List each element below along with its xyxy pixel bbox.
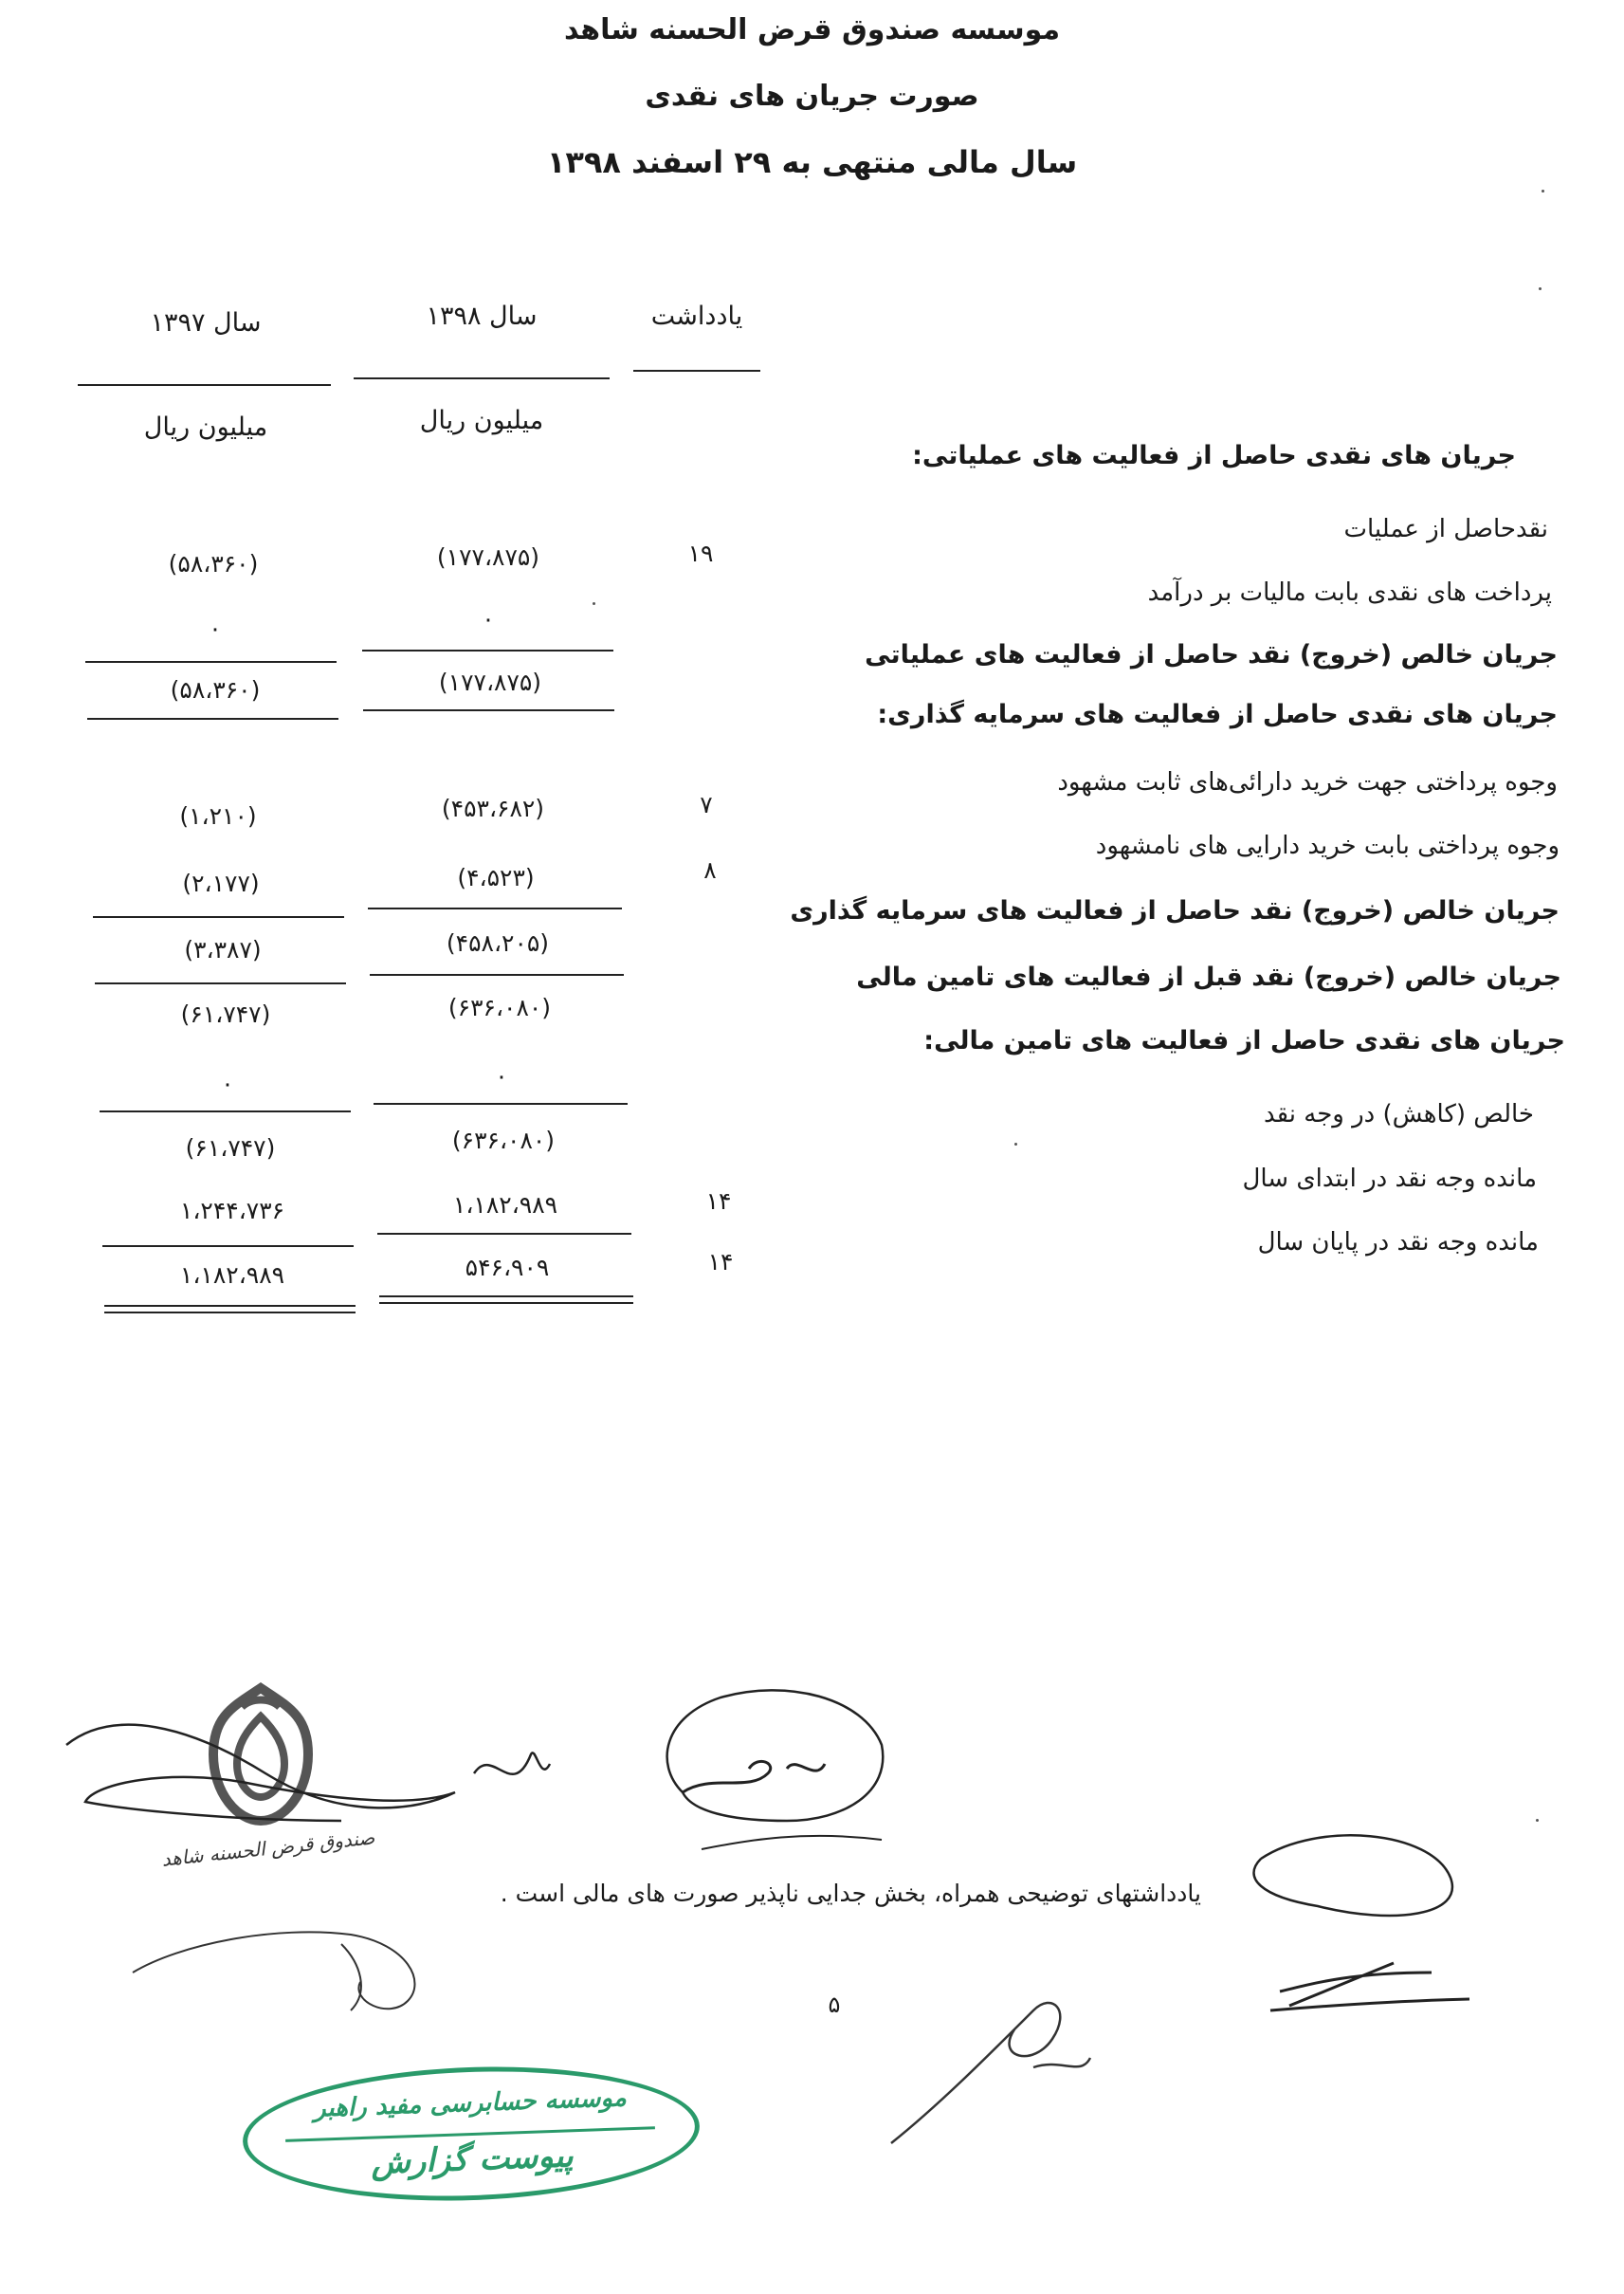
stamp-report-attachment: پیوست گزارش [370,2137,575,2182]
row-value-1398: (۶۳۶،۰۸۰) [451,1127,556,1154]
row-label: خالص (کاهش) در وجه نقد [1263,1100,1534,1129]
org-title: موسسه صندوق قرض الحسنه شاهد [563,13,1061,46]
year-1397-header: سال ۱۳۹۷ [150,308,262,338]
row-value-1398: (۴،۵۲۳) [457,864,535,891]
row-value-1397: ۱،۱۸۲،۹۸۹ [179,1261,285,1289]
signature-scribble-2 [616,1679,920,1868]
row-note: ۱۴ [705,1187,732,1215]
scan-speck [593,602,595,605]
row-label: وجوه پرداختی بابت خرید دارایی های نامشهود [1095,832,1560,860]
total-rule [87,718,338,720]
grand-total-double-rule [379,1302,633,1304]
subtotal-rule [370,974,624,976]
note-column-header: یادداشت [650,302,743,331]
grand-total-double-rule [379,1295,633,1297]
row-value-1397: (۶۱،۷۴۷) [185,1134,276,1162]
row-label: پرداخت های نقدی بابت مالیات بر درآمد [1147,578,1552,607]
note-header-rule [633,370,760,372]
subtotal-rule [102,1245,354,1247]
y1398-header-rule [354,377,610,379]
scan-speck [1539,287,1542,290]
subtotal-rule [85,661,337,663]
row-value-1397: (۳،۳۸۷) [184,936,262,963]
row-value-1398: (۱۷۷،۸۷۵) [438,669,542,696]
scan-speck [1542,190,1544,193]
scan-speck [1536,1819,1539,1822]
total-rule [363,709,614,711]
signature-scribble-1 [57,1688,588,1840]
stamp-auditor-name: موسسه حسابرسی مفید راهبر [313,2083,628,2123]
row-value-1397: (۲،۱۷۷) [182,870,260,897]
unit-1397: میلیون ریال [143,413,268,442]
row-value-1397: (۱،۲۱۰) [179,802,257,830]
row-label: وجوه پرداختی جهت خرید دارائی‌های ثابت مشهود [1057,768,1558,797]
grand-total-double-rule [104,1305,356,1307]
y1397-header-rule [78,384,331,386]
notes-disclaimer: یادداشتهای توضیحی همراه، بخش جدایی ناپذیر صورت های مالی است . [500,1880,1201,1907]
row-label: جریان خالص (خروج) نقد حاصل از فعالیت های سرمایه گذاری [790,896,1560,926]
row-value-1397: (۵۸،۳۶۰) [170,676,261,704]
signature-scribble-5 [882,1973,1147,2162]
row-note: ۷ [700,791,713,818]
signature-scribble-3 [1204,1821,1488,2029]
subtotal-rule [377,1233,631,1235]
subtotal-rule [93,916,344,918]
signature-scribble-4 [123,1916,502,2029]
scan-speck [1014,1143,1017,1146]
row-value-1398: (۱۷۷،۸۷۵) [436,543,540,571]
row-value-1397: (۵۸،۳۶۰) [168,550,259,578]
operating-section-heading: جریان های نقدی حاصل از فعالیت های عملیاتی: [912,441,1516,470]
row-value-1398: (۴۵۸،۲۰۵) [446,929,550,957]
row-value-1397: ۰ [209,615,222,642]
statement-title: صورت جریان های نقدی [645,80,979,113]
row-value-1398: ۵۴۶،۹۰۹ [465,1254,550,1281]
period-title: سال مالی منتهی به ۲۹ اسفند ۱۳۹۸ [546,144,1078,180]
row-note: ۱۴ [707,1248,734,1275]
row-label: نقدحاصل از عملیات [1343,515,1548,543]
row-value-1398: ۱،۱۸۲،۹۸۹ [452,1191,558,1219]
subtotal-rule [95,982,346,984]
row-value-1398: (۶۳۶،۰۸۰) [447,994,552,1021]
row-value-1398: (۴۵۳،۶۸۲) [441,795,545,822]
subtotal-rule [368,908,622,909]
row-value-1398: ۰ [495,1062,508,1090]
row-note: ۸ [703,856,717,884]
financing-section-heading: جریان های نقدی حاصل از فعالیت های تامین مالی: [923,1026,1565,1055]
auditor-stamp [241,2060,703,2209]
subtotal-rule [100,1110,351,1112]
row-label: مانده وجه نقد در پایان سال [1257,1228,1539,1257]
investing-section-heading: جریان های نقدی حاصل از فعالیت های سرمایه گذاری: [877,700,1558,729]
grand-total-double-rule [104,1312,356,1313]
unit-1398: میلیون ریال [419,406,544,435]
row-value-1397: ۰ [221,1070,234,1097]
row-value-1397: (۶۱،۷۴۷) [180,1000,271,1028]
row-label: مانده وجه نقد در ابتدای سال [1242,1165,1537,1193]
row-value-1397: ۱،۲۴۴،۷۳۶ [179,1197,285,1224]
row-label: جریان خالص (خروج) نقد حاصل از فعالیت های عملیاتی [865,640,1558,670]
subtotal-rule [374,1103,628,1105]
page-number: ۵ [828,1991,841,2018]
logo-caption: صندوق قرض الحسنه شاهد [160,1826,376,1871]
row-label: جریان خالص (خروج) نقد قبل از فعالیت های تامین مالی [856,963,1561,992]
row-note: ۱۹ [687,540,714,567]
row-value-1398: ۰ [482,605,495,633]
year-1398-header: سال ۱۳۹۸ [426,302,538,331]
subtotal-rule [362,650,613,651]
